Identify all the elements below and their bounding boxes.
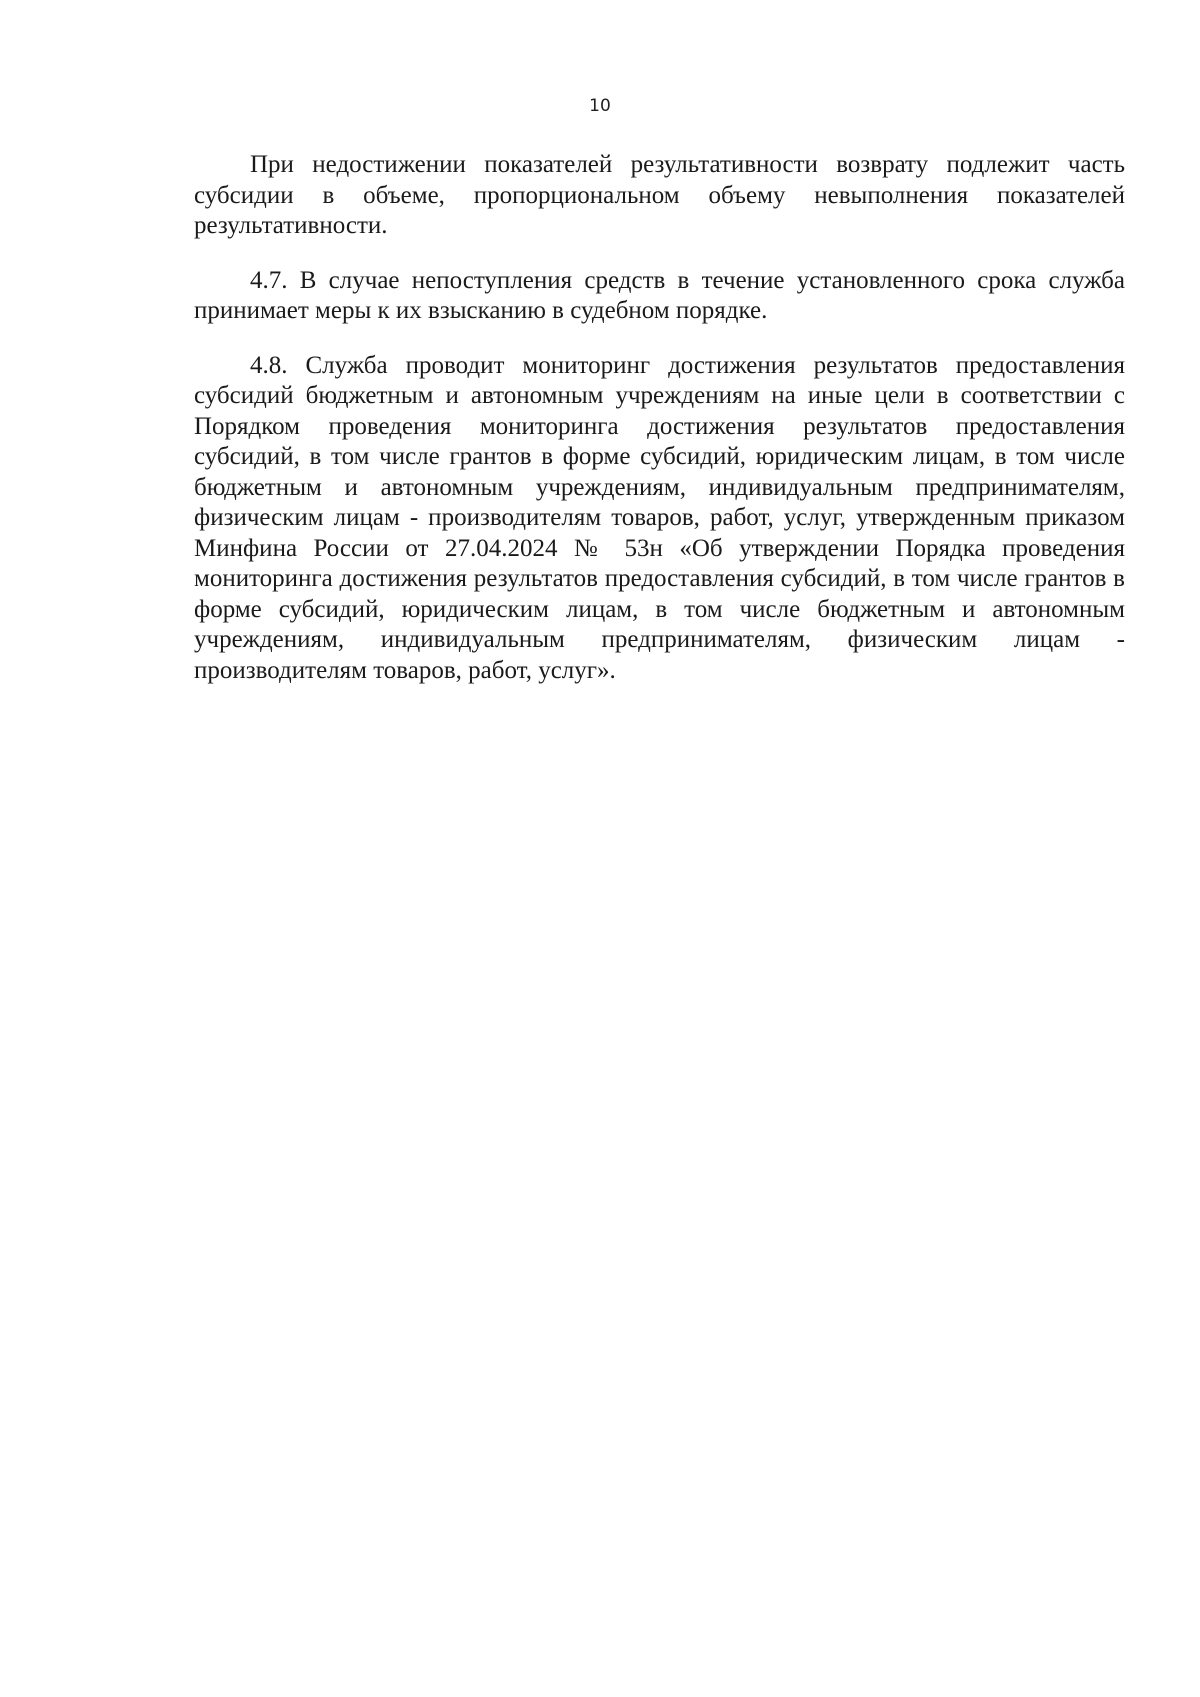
paragraph-refund-condition: При недостижении показателей результативности возврату подлежит часть субсидии в объеме, пропорциональном объему невыполнения показателей результативности. bbox=[194, 151, 1125, 239]
paragraph-4-8: 4.8. Служба проводит мониторинг достижения результатов предоставления субсидий бюджетным и автономным учреждениям на иные цели в соответствии с Порядком проведения мониторинга достижения результатов предоставления субсидий, в том числе грантов в форме субсидий, юридическим лицам, в том числе бюджетным и автономным учреждениям, индивидуальным предпринимателям, физическим лицам - производителям товаров, работ, услуг, утвержденным приказом Минфина России от 27.04.2024 № 53н «Об утверждении Порядка проведения мониторинга достижения результатов предоставления субсидий, в том числе грантов в форме субсидий, юридическим лицам, в том числе бюджетным и автономным учреждениям, индивидуальным предпринимателям, физическим лицам - производителям товаров, работ, услуг». bbox=[194, 351, 1125, 684]
paragraph-4-7: 4.7. В случае непоступления средств в течение установленного срока служба принимает меры к их взысканию в судебном порядке. bbox=[194, 266, 1125, 324]
document-body bbox=[194, 150, 1125, 686]
page-number: 10 bbox=[589, 96, 611, 116]
